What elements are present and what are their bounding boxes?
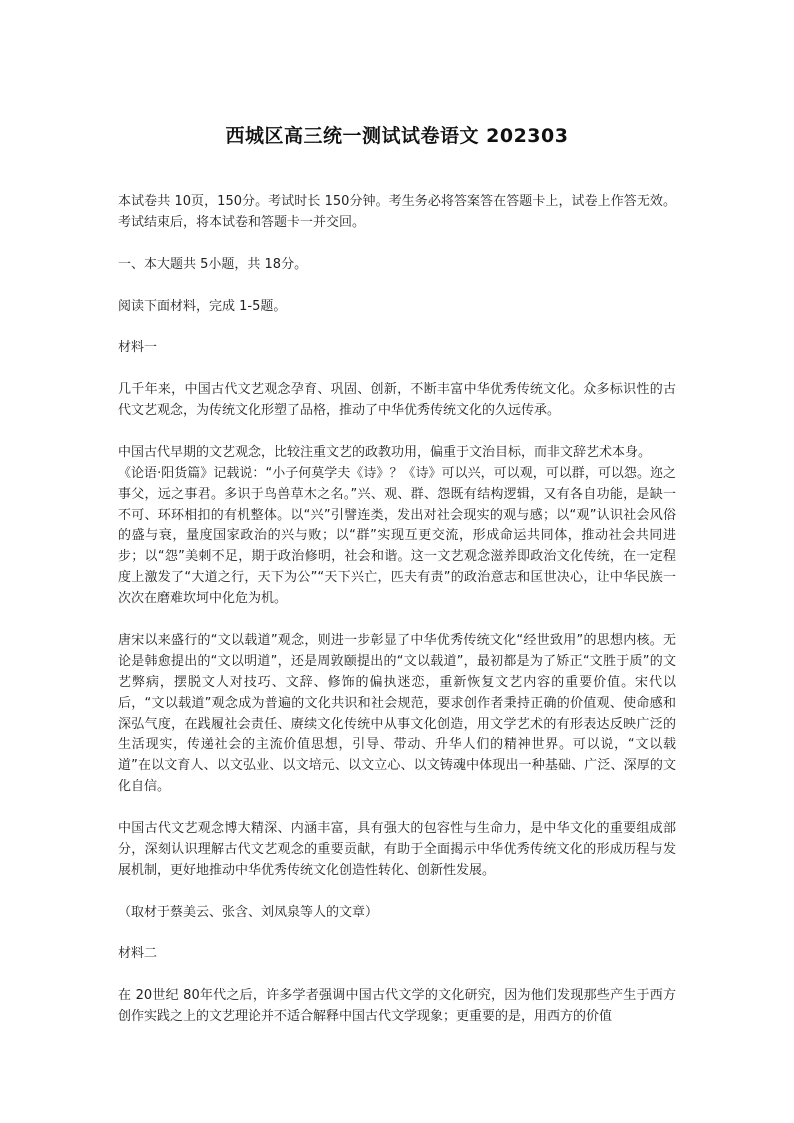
material-one-paragraph: 中国古代文艺观念博大精深、内涵丰富，具有强大的包容性与生命力，是中华文化的重要组成部分，深刻认识理解古代文艺观念的重要贡献，有助于全面揭示中华优秀传统文化的形成历程与发展机制，更好地推动中华优秀传统文化创造性转化、创新性发展。 [118,821,676,878]
material-two-paragraph: 在 20世纪 80年代之后，许多学者强调中国古代文学的文化研究，因为他们发现那些产生于西方创作实践之上的文艺理论并不适合解释中国古代文学现象；更重要的是，用西方的价值 [118,988,676,1025]
material-one-paragraph: 《论语·阳货篇》记载说：“小子何莫学夫《诗》？《诗》可以兴，可以观，可以群，可以怨。迩之事父，远之事君。多识于鸟兽草木之名。”兴、观、群、怨既有结构逻辑，又有各自功能，是缺一不可、环环相扣的有机整体。以“兴”引譬连类，发出对社会现实的观与感；以“观”认识社会风俗的盛与衰，量度国家政治的兴与败；以“群”实现互更交流，形成命运共同体，推动社会共同进步；以“怨”美刺不足，期于政治修明，社会和谐。这一文艺观念滋养即政治文化传统，在一定程度上激发了“大道之行，天下为公”“天下兴亡，匹夫有责”的政治意志和匡世决心，让中华民族一次次在磨难坎坷中化危为机。 [118,465,676,607]
material-one-heading: 材料一 [118,340,158,356]
material-one-source: （取材于蔡美云、张含、刘凤泉等人的文章） [118,904,379,920]
material-two-heading: 材料二 [118,946,158,962]
material-one-paragraph: 唐宋以来盛行的“文以载道”观念，则进一步彰显了中华优秀传统文化“经世致用”的思想内核。无论是韩愈提出的“文以明道”，还是周敦颐提出的“文以载道”，最初都是为了矫正“文胜于质”的文艺弊病，摆脱文人对技巧、文辞、修饰的偏执迷恋，重新恢复文艺内容的重要价值。宋代以后，“文以载道”观念成为普遍的文化共识和社会规范，要求创作者秉持正确的价值观、使命感和深弘气度，在践履社会责任、赓续文化传统中从事文化创造，用文学艺术的有形表达反映广泛的生活现实，传递社会的主流价值思想，引导、带动、升华人们的精神世界。可以说，“文以载道”在以文育人、以文弘业、以文培元、以文立心、以文铸魂中体现出一种基础、广泛、深厚的文化自信。 [118,632,676,795]
document-title: 西城区高三统一测试试卷语文 202303 [225,125,569,147]
exam-instructions: 本试卷共 10页，150分。考试时长 150分钟。考生务必将答案答在答题卡上，试卷上作答无效。考试结束后，将本试卷和答题卡一并交回。 [118,194,676,230]
reading-prompt: 阅读下面材料，完成 1-5题。 [118,298,287,314]
material-one-paragraph: 中国古代早期的文艺观念，比较注重文艺的政教功用，偏重于文治目标，而非文辞艺术本身。 [118,444,652,460]
document-body [118,192,676,1049]
material-one-paragraph: 几千年来，中国古代文艺观念孕育、巩固、创新，不断丰富中华优秀传统文化。众多标识性的古代文艺观念，为传统文化形塑了品格，推动了中华优秀传统文化的久远传承。 [118,382,676,418]
section-heading: 一、本大题共 5小题，共 18分。 [118,256,308,272]
